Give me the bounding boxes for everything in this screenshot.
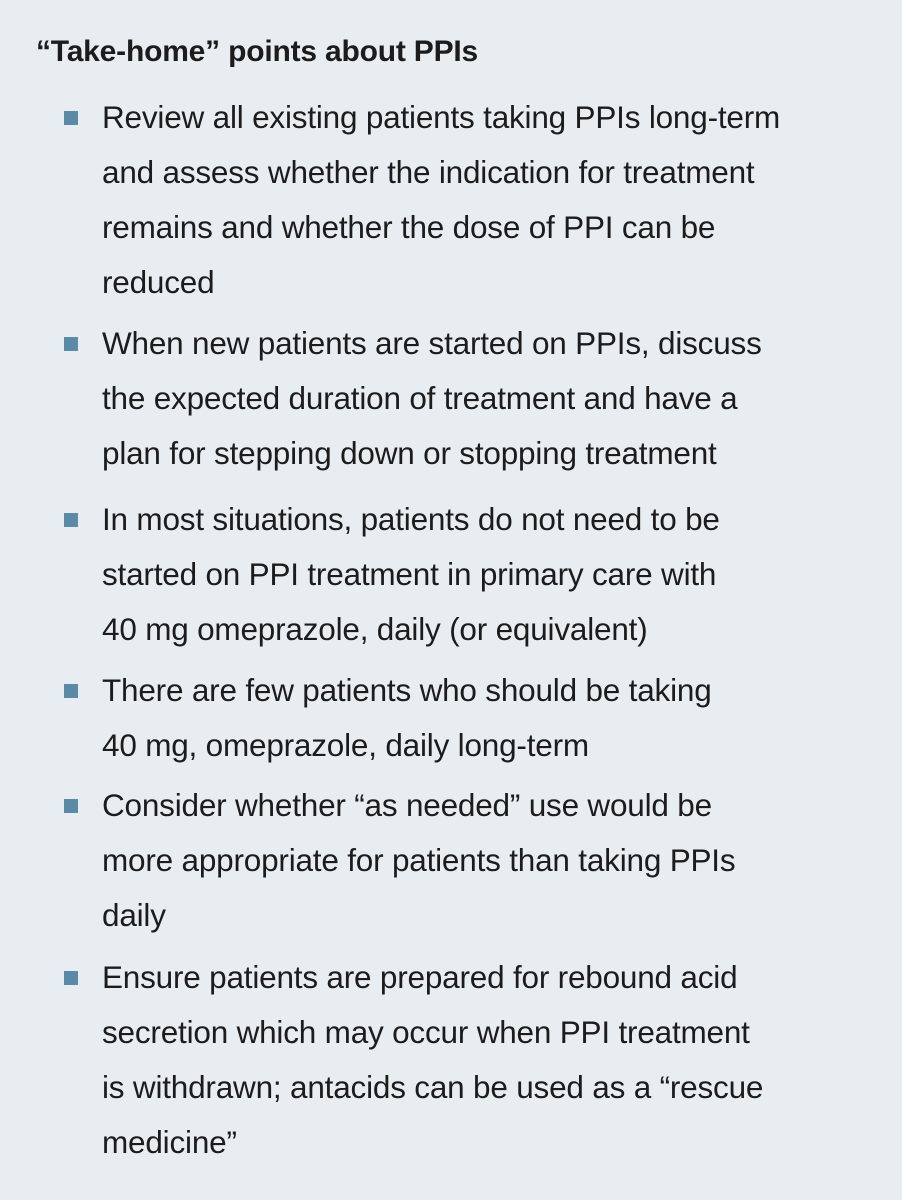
square-bullet-icon	[64, 111, 78, 125]
square-bullet-icon	[64, 799, 78, 813]
square-bullet-icon	[64, 337, 78, 351]
point-text: When new patients are started on PPIs, discuss the expected duration of treatment and have a plan for stepping down or stopping treatment	[102, 325, 762, 471]
square-bullet-icon	[64, 971, 78, 985]
square-bullet-icon	[64, 513, 78, 527]
point-text: Consider whether “as needed” use would be more appropriate for patients than taking PPIs daily	[102, 787, 736, 933]
point-text: Ensure patients are prepared for rebound acid secretion which may occur when PPI treatment is withdrawn; antacids can be used as a “rescue medicine”	[102, 959, 764, 1160]
square-bullet-icon	[64, 684, 78, 698]
point-text: In most situations, patients do not need to be started on PPI treatment in primary care with 40 mg omeprazole, daily (or equivalent)	[102, 501, 720, 647]
point-text: There are few patients who should be taking 40 mg, omeprazole, daily long-term	[102, 672, 712, 763]
panel-heading: “Take-home” points about PPIs	[36, 35, 479, 68]
point-text: Review all existing patients taking PPIs long-term and assess whether the indication for treatment remains and whether the dose of PPI can be reduced	[102, 99, 781, 300]
